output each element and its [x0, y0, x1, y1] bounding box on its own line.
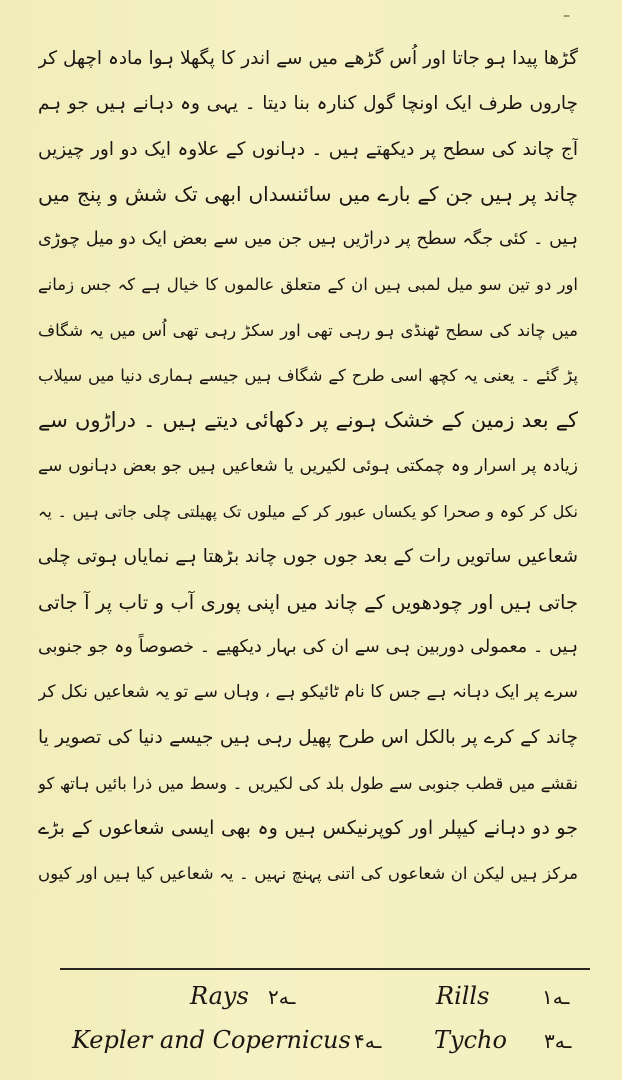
page-corner-mark: – — [563, 8, 570, 24]
text-line: جو دو دہانے کیپلر اور کوپرنیکس ہیں وہ بھی ایسی شعاعوں کے بڑے — [38, 817, 578, 840]
footnote-rills-number: ۱ـه — [542, 985, 570, 1009]
footnote-divider — [60, 968, 590, 970]
footnote-tycho-number: ۳ـه — [544, 1029, 572, 1053]
text-line: چاروں طرف ایک اونچا گول کنارہ بنا دیتا ۔ یہی وہ دہانے ہیں جو ہم — [38, 93, 578, 115]
text-line: آج چاند کی سطح پر دیکھتے ہیں ۔ دہانوں کے علاوہ ایک دو اور چیزیں — [38, 138, 578, 160]
text-line: ہیں ۔ معمولی دوربین ہی سے ان کی بہار دیکھیے ۔ خصوصاً وہ جو جنوبی — [38, 636, 578, 657]
footnote-rays-number: ۲ـه — [268, 985, 296, 1009]
text-line: مرکز ہیں لیکن ان شعاعوں کی اتنی پہنچ نہیں ۔ یہ شعاعیں کیا ہیں اور کیوں — [38, 864, 578, 884]
text-line: پڑ گئے ۔ یعنی یہ کچھ اسی طرح کے شگاف ہیں جیسے ہماری دنیا میں سیلاب — [38, 366, 578, 386]
footnote-rills-term: Rills — [436, 982, 490, 1010]
text-line: جاتی ہیں اور چودھویں کے چاند میں اپنی پوری آب و تاب پر آ جاتی — [38, 590, 578, 614]
urdu-text-body — [38, 36, 578, 897]
text-line: گڑھا پیدا ہو جاتا اور اُس گڑھے میں سے اندر کا پگھلا ہوا مادہ اچھل کر — [38, 48, 578, 69]
text-line: کے بعد زمین کے خشک ہونے پر دکھائی دیتے ہیں ۔ دراڑوں سے — [38, 408, 578, 433]
text-line: میں چاند کی سطح ٹھنڈی ہو رہی تھی اور سکڑ رہی تھی اُس میں یہ شگاف — [38, 320, 578, 340]
footnote-kepler-number: ۴ـه — [354, 1029, 382, 1053]
text-line: چاند پر ہیں جن کے بارے میں سائنسداں ابھی تک شش و پنج میں — [38, 181, 578, 206]
text-line: نکل کر کوہ و صحرا کو یکساں عبور کر کے میلوں تک پھیلتی چلی جاتی ہیں ۔ یہ — [38, 501, 578, 521]
text-line: زیادہ پر اسرار وہ چمکتی ہوئی لکیریں یا شعاعیں ہیں جو بعض دہانوں سے — [38, 455, 578, 476]
text-line: شعاعیں ساتویں رات کے بعد جوں جوں چاند بڑھتا ہے نمایاں ہوتی چلی — [38, 546, 578, 568]
text-line: اور دو تین سو میل لمبی ہیں ان کے متعلق عالموں کا خیال ہے کہ جس زمانے — [38, 275, 578, 295]
footnote-tycho-term: Tycho — [434, 1026, 507, 1054]
footnote-rays-term: Rays — [190, 982, 249, 1010]
footnote-kepler-term: Kepler and Copernicus — [72, 1026, 351, 1054]
text-line: چاند کے کرے پر بالکل اس طرح پھیل رہی ہیں جیسے دنیا کی تصویر یا — [38, 727, 578, 749]
text-line: سرے پر ایک دہانہ ہے جس کا نام ٹائیکو ہے ، وہاں سے تو یہ شعاعیں نکل کر — [38, 682, 578, 703]
text-line: ہیں ۔ کئی جگہ سطح پر دراڑیں ہیں جن میں سے بعض ایک دو میل چوڑی — [38, 229, 578, 250]
text-line: نقشے میں قطب جنوبی سے طول بلد کی لکیریں ۔ وسط میں ذرا بائیں ہاتھ کو — [38, 773, 578, 793]
